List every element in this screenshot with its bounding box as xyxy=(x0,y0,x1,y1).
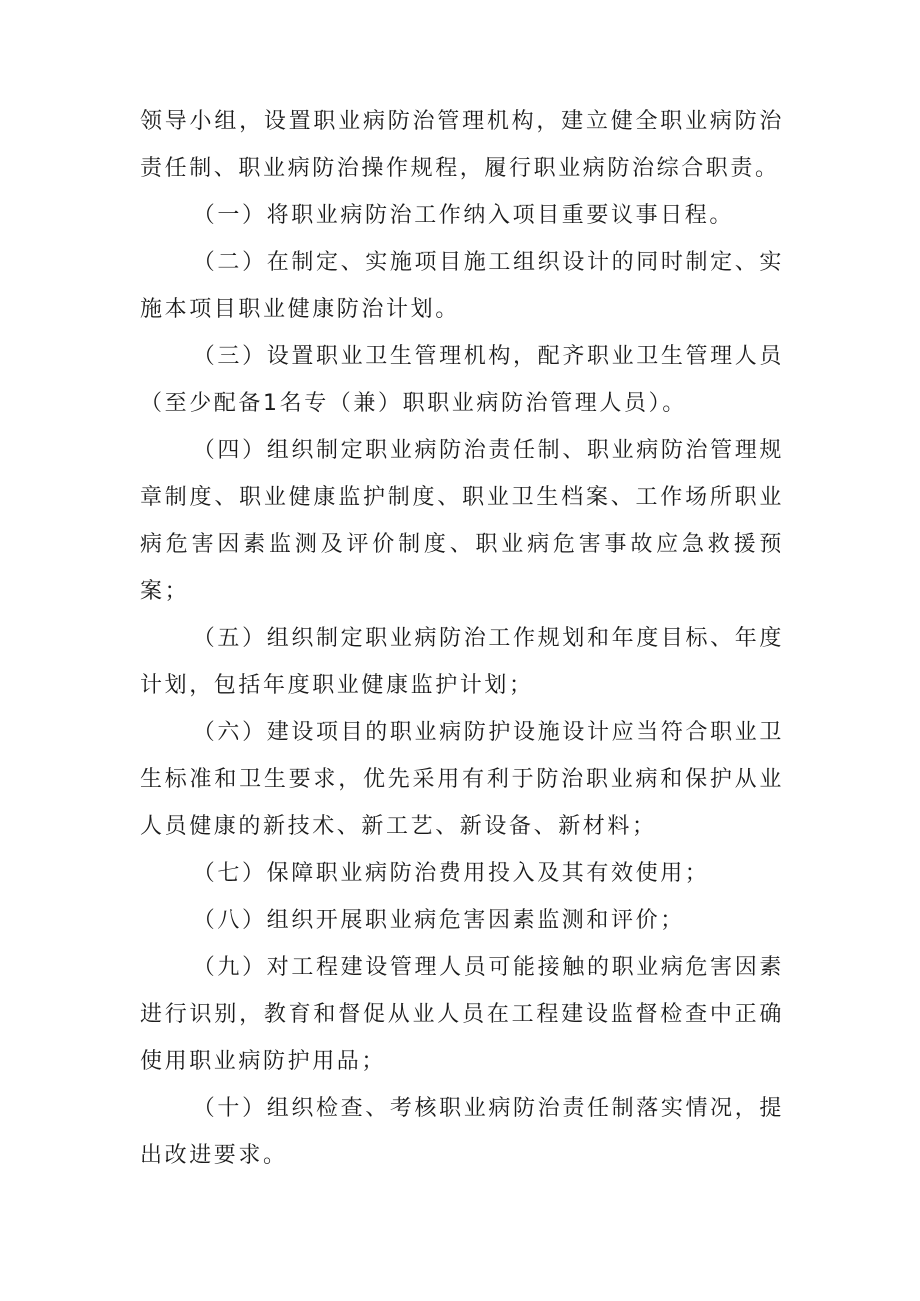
paragraph-item-9: （九）对工程建设管理人员可能接触的职业病危害因素进行识别，教育和督促从业人员在工程建设监督检查中正确使用职业病防护用品； xyxy=(140,955,784,1074)
paragraph-item-6: （六）建设项目的职业病防护设施设计应当符合职业卫生标准和卫生要求，优先采用有利于防治职业病和保护从业人员健康的新技术、新工艺、新设备、新材料； xyxy=(140,720,784,839)
paragraph-item-2: （二）在制定、实施项目施工组织设计的同时制定、实施本项目职业健康防治计划。 xyxy=(140,250,784,322)
paragraph-item-10: （十）组织检查、考核职业病防治责任制落实情况，提出改进要求。 xyxy=(140,1096,784,1168)
paragraph-item-7: （七）保障职业病防治费用投入及其有效使用； xyxy=(192,861,710,886)
paragraph-intro: 领导小组，设置职业病防治管理机构，建立健全职业病防治责任制、职业病防治操作规程，履行职业病防治综合职责。 xyxy=(140,109,784,181)
paragraph-item-5: （五）组织制定职业病防治工作规划和年度目标、年度计划，包括年度职业健康监护计划； xyxy=(140,626,784,698)
document-body xyxy=(140,98,784,1179)
paragraph-item-8: （八）组织开展职业病危害因素监测和评价； xyxy=(192,908,685,933)
paragraph-item-3: （三）设置职业卫生管理机构，配齐职业卫生管理人员（至少配备1名专（兼）职职业病防治管理人员）。 xyxy=(140,344,784,416)
paragraph-item-4: （四）组织制定职业病防治责任制、职业病防治管理规章制度、职业健康监护制度、职业卫生档案、工作场所职业病危害因素监测及评价制度、职业病危害事故应急救援预案； xyxy=(140,438,784,604)
paragraph-item-1: （一）将职业病防治工作纳入项目重要议事日程。 xyxy=(192,203,734,228)
